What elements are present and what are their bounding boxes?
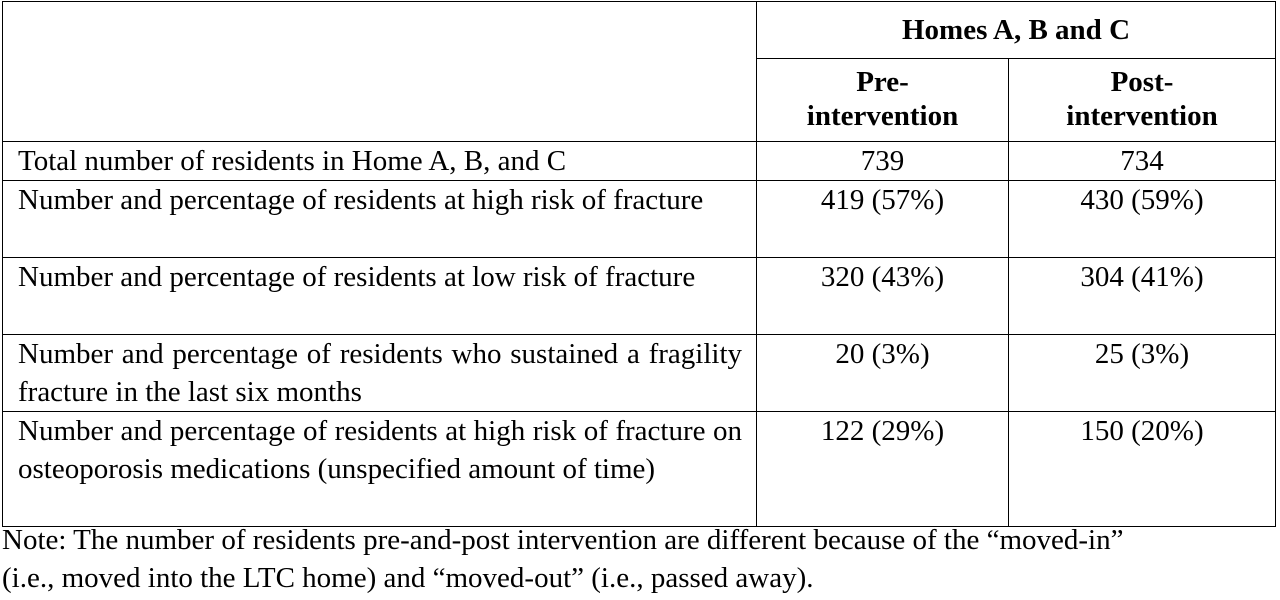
row-label: Number and percentage of residents at low risk of fracture	[3, 258, 757, 335]
results-table-container	[2, 1, 1276, 527]
column-header-post	[1009, 59, 1276, 142]
group-header: Homes A, B and C	[757, 2, 1276, 59]
row-label: Number and percentage of residents at high risk of fracture	[3, 181, 757, 258]
pre-value: 739	[757, 142, 1009, 181]
post-value: 734	[1009, 142, 1276, 181]
column-header-pre	[757, 59, 1009, 142]
note-line-1: Note: The number of residents pre-and-post intervention are different because of the “moved-in”	[2, 524, 1124, 556]
column-header-pre-line2: intervention	[806, 100, 959, 132]
table-row	[3, 412, 1276, 527]
note-line-2: (i.e., moved into the LTC home) and “moved-out” (i.e., passed away).	[2, 562, 814, 594]
row-label: Total number of residents in Home A, B, and C	[3, 142, 757, 181]
pre-value: 122 (29%)	[757, 412, 1009, 527]
post-value: 304 (41%)	[1009, 258, 1276, 335]
column-header-post-line1: Post-	[1110, 66, 1174, 98]
post-value: 430 (59%)	[1009, 181, 1276, 258]
row-label: Number and percentage of residents at high risk of fracture on osteoporosis medications (unspecified amount of time)	[3, 412, 757, 527]
table-row	[3, 335, 1276, 412]
column-header-post-line2: intervention	[1066, 100, 1218, 132]
post-value: 25 (3%)	[1009, 335, 1276, 412]
post-value: 150 (20%)	[1009, 412, 1276, 527]
table-note	[2, 521, 1278, 597]
pre-value: 320 (43%)	[757, 258, 1009, 335]
row-label: Number and percentage of residents who sustained a fragility fracture in the last six months	[3, 335, 757, 412]
table-row	[3, 258, 1276, 335]
results-table	[2, 1, 1276, 527]
table-row	[3, 142, 1276, 181]
pre-value: 419 (57%)	[757, 181, 1009, 258]
header-row-group	[3, 2, 1276, 59]
header-empty-cell	[3, 2, 757, 142]
pre-value: 20 (3%)	[757, 335, 1009, 412]
column-header-pre-line1: Pre-	[856, 66, 909, 98]
table-row	[3, 181, 1276, 258]
